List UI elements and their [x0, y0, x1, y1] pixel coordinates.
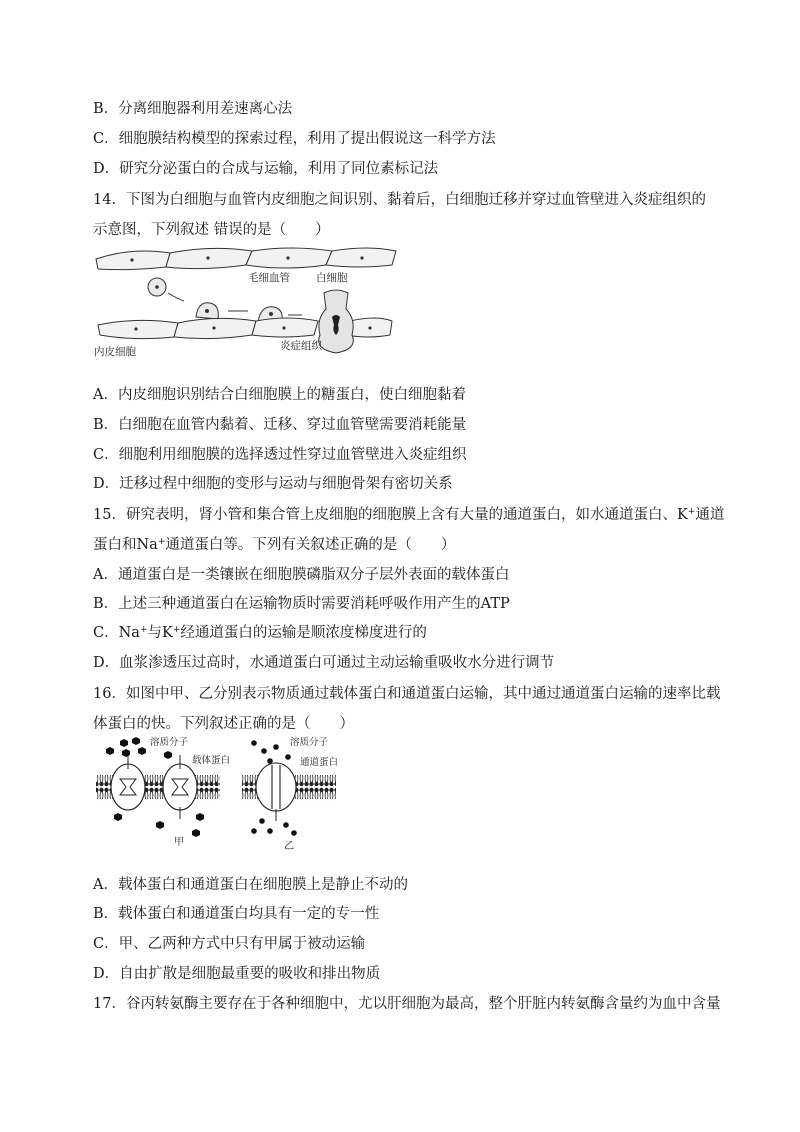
- q16-option-d: D．自由扩散是细胞最重要的吸收和排出物质: [93, 966, 381, 982]
- q14-option-a: A．内皮细胞识别结合白细胞膜上的糖蛋白，使白细胞黏着: [93, 387, 466, 403]
- q16-option-b: B．载体蛋白和通道蛋白均具有一定的专一性: [93, 906, 380, 922]
- q17-stem-line1: 17．谷丙转氨酶主要存在于各种细胞中，尤以肝细胞为最高，整个肝脏内转氨酶含量约为血中含量: [93, 996, 721, 1012]
- q14-option-d: D．迁移过程中细胞的变形与运动与细胞骨架有密切关系: [93, 476, 453, 492]
- q15-option-b: B．上述三种通道蛋白在运输物质时需要消耗呼吸作用产生的ATP: [93, 596, 510, 612]
- q16-option-a: A．载体蛋白和通道蛋白在细胞膜上是静止不动的: [93, 877, 408, 893]
- label-solute-right: 溶质分子: [290, 737, 329, 748]
- label-solute-left: 溶质分子: [150, 737, 189, 748]
- q13-option-c: C．细胞膜结构模型的探索过程，利用了提出假说这一科学方法: [93, 131, 496, 147]
- q16-stem-line1: 16．如图中甲、乙分别表示物质通过载体蛋白和通道蛋白运输，其中通过通道蛋白运输的速率比载: [93, 686, 721, 702]
- upper-endothelium: [96, 248, 396, 270]
- label-inflammation-tissue: 炎症组织: [280, 340, 322, 352]
- label-carrier-protein: 载体蛋白: [192, 755, 231, 766]
- label-channel-protein: 通道蛋白: [300, 757, 339, 768]
- white-cell-circulating: [148, 278, 282, 323]
- q15-option-a: A．通道蛋白是一类镶嵌在细胞膜磷脂双分子层外表面的载体蛋白: [93, 567, 510, 583]
- q16-figure: [94, 735, 358, 857]
- label-yi: 乙: [284, 841, 294, 852]
- q15-stem-line1: 15．研究表明，肾小管和集合管上皮细胞的细胞膜上含有大量的通道蛋白，如水通道蛋白、K+通道: [93, 507, 725, 523]
- q13-option-d: D．研究分泌蛋白的合成与运输，利用了同位素标记法: [93, 161, 439, 177]
- q14-option-b: B．白细胞在血管内黏着、迁移、穿过血管壁需要消耗能量: [93, 417, 467, 433]
- q16-option-c: C．甲、乙两种方式中只有甲属于被动运输: [93, 936, 366, 952]
- q15-option-c: C．Na+与K+经通道蛋白的运输是顺浓度梯度进行的: [93, 625, 427, 641]
- q15-option-d: D．血浆渗透压过高时，水通道蛋白可通过主动运输重吸收水分进行调节: [93, 655, 555, 671]
- q13-option-b: B．分离细胞器利用差速离心法: [93, 101, 293, 117]
- label-white-cell: 白细胞: [316, 272, 348, 284]
- label-jia: 甲: [174, 837, 184, 848]
- label-endothelial-cell: 内皮细胞: [94, 346, 136, 358]
- q14-option-c: C．细胞利用细胞膜的选择透过性穿过血管壁进入炎症组织: [93, 447, 467, 463]
- q15-stem-line2: 蛋白和Na+通道蛋白等。下列有关叙述正确的是（ ）: [93, 537, 456, 553]
- label-capillary: 毛细血管: [248, 272, 290, 284]
- q14-figure: [92, 243, 404, 361]
- q14-stem-line2: 示意图，下列叙述 错误的是（ ）: [93, 222, 330, 238]
- q16-stem-line2: 体蛋白的快。下列叙述正确的是（ ）: [93, 716, 354, 732]
- q14-stem-line1: 14．下图为白细胞与血管内皮细胞之间识别、黏着后，白细胞迁移并穿过血管壁进入炎症组织的: [93, 192, 706, 208]
- membrane-channel-panel: [242, 763, 336, 821]
